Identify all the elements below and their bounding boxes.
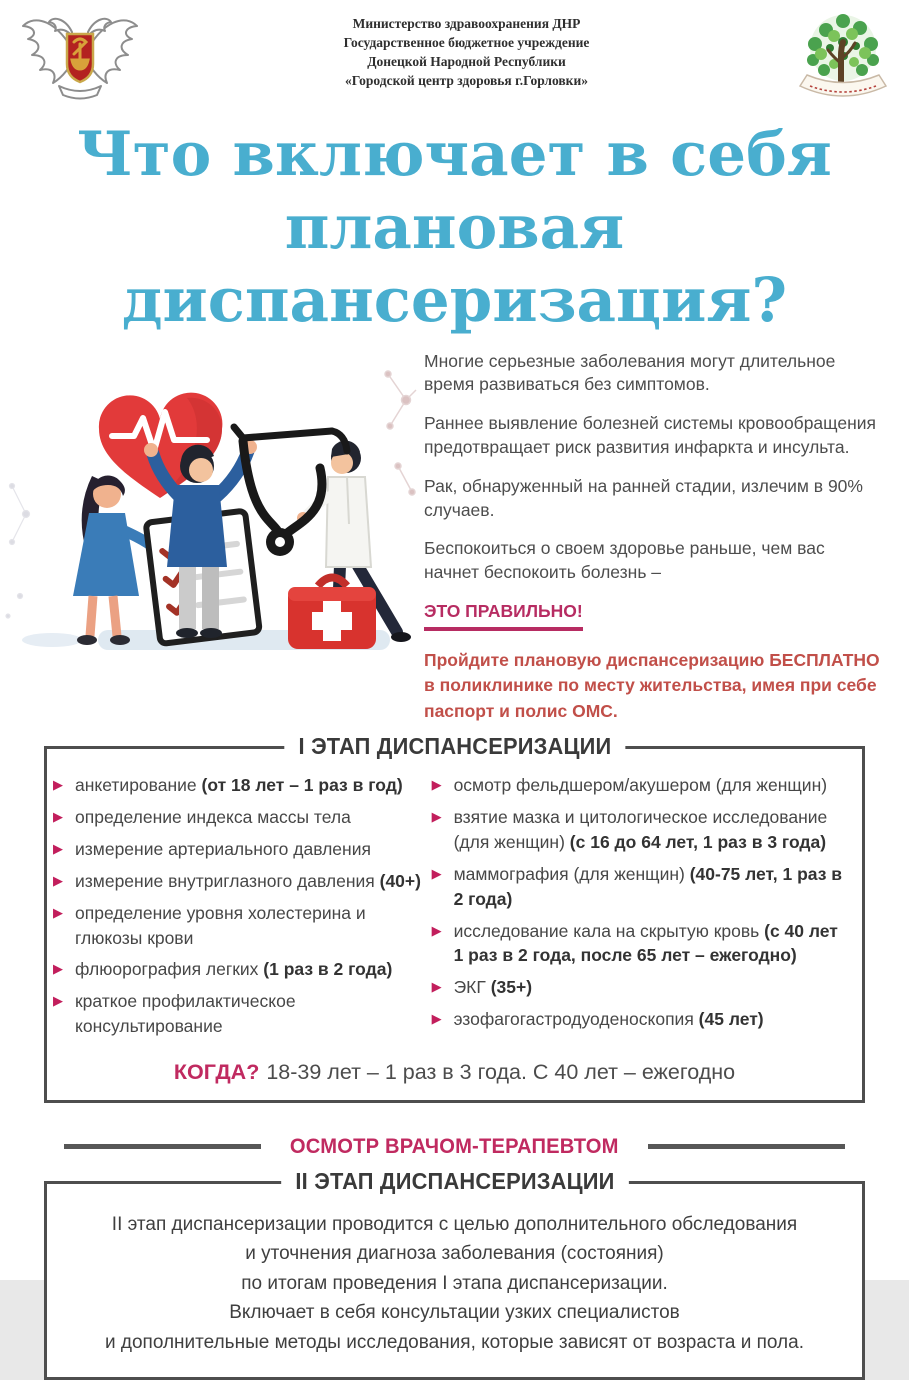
list-item-text: краткое профилактическое консультирование — [75, 991, 296, 1037]
list-item — [53, 837, 432, 862]
title-line: диспансеризация? — [121, 265, 788, 337]
when-text: 18-39 лет – 1 раз в 3 года. С 40 лет – ежегодно — [266, 1059, 736, 1084]
triangle-bullet-icon: ▶ — [53, 904, 63, 920]
health-center-tree-logo-icon — [787, 6, 899, 110]
triangle-bullet-icon: ▶ — [53, 809, 63, 825]
list-item — [432, 975, 850, 1000]
list-item-text: исследование кала на скрытую кровь (с 40 лет 1 раз в 2 года, после 65 лет – ежегодно) — [453, 920, 838, 966]
main-row — [0, 346, 909, 725]
triangle-bullet-icon: ▶ — [431, 1011, 442, 1027]
list-item-text: измерение артериального давления — [75, 839, 371, 860]
title-line: плановая — [284, 192, 625, 264]
list-item-text: определение уровня холестерина и глюкозы крови — [75, 902, 366, 948]
triangle-bullet-icon: ▶ — [53, 993, 63, 1009]
list-item-text: эзофагогастродуоденоскопия (45 лет) — [453, 1009, 764, 1030]
stage2-line: II этап диспансеризации проводится с целью дополнительного обследования — [111, 1213, 798, 1235]
triangle-bullet-icon: ▶ — [53, 961, 63, 977]
first-aid-kit-icon — [288, 577, 376, 649]
intro-paragraph: Раннее выявление болезней системы кровообращения предотвращает риск развития инфаркта и инсульта. — [424, 413, 877, 457]
therapist-banner-text: ОСМОТР ВРАЧОМ-ТЕРАПЕВТОМ — [290, 1134, 619, 1158]
banner-line-left — [64, 1144, 261, 1149]
intro-paragraph: Многие серьезные заболевания могут длительное время развиваться без симптомов. — [424, 350, 836, 395]
org-line: Министерство здравоохранения ДНР — [352, 16, 581, 31]
triangle-bullet-icon: ▶ — [53, 841, 63, 857]
list-item — [53, 957, 432, 982]
list-item — [432, 805, 850, 855]
list-item — [432, 862, 850, 912]
triangle-bullet-icon: ▶ — [431, 809, 442, 825]
stage2-box — [44, 1167, 865, 1380]
header — [0, 0, 909, 110]
page-title — [0, 118, 909, 338]
org-name-block — [344, 14, 590, 91]
list-item — [432, 773, 850, 798]
molecule-decoration-icon — [385, 371, 416, 495]
stage2-heading: II ЭТАП ДИСПАНСЕРИЗАЦИИ — [281, 1168, 629, 1195]
list-item — [53, 989, 432, 1039]
list-item — [53, 869, 432, 894]
when-label: КОГДА? — [173, 1059, 260, 1084]
medical-team-illustration — [0, 346, 420, 678]
stage2-line: и уточнения диагноза заболевания (состояния) — [245, 1243, 664, 1265]
free-screening-note: Пройдите плановую диспансеризацию БЕСПЛАТНО в поликлинике по месту жительства, имея при себе паспорт и полис ОМС. — [424, 649, 880, 721]
title-line: Что включает в себя — [77, 119, 832, 190]
triangle-bullet-icon: ▶ — [431, 777, 442, 793]
stage2-line: по итогам проведения I этапа диспансеризации. — [241, 1272, 668, 1294]
worry-line: Беспокоиться о своем здоровье раньше, чем вас начнет беспокоить болезнь – — [424, 538, 825, 583]
list-item — [432, 919, 850, 969]
list-item-text: определение индекса массы тела — [75, 807, 351, 828]
intro-paragraph: Рак, обнаруженный на ранней стадии, излечим в 90% случаев. — [424, 475, 863, 520]
stage1-columns — [47, 749, 862, 1048]
triangle-bullet-icon: ▶ — [53, 777, 63, 793]
molecule-decoration-icon — [6, 483, 30, 618]
org-line: «Городской центр здоровья г.Горловки» — [344, 73, 588, 89]
list-item-text: маммография (для женщин) (40-75 лет, 1 раз в 2 года) — [453, 863, 843, 909]
therapist-banner — [64, 1135, 845, 1159]
list-item-text: ЭКГ (35+) — [453, 977, 533, 998]
list-item-text: осмотр фельдшером/акушером (для женщин) — [453, 775, 828, 796]
stage2-line: Включает в себя консультации узких специалистов — [229, 1302, 680, 1324]
list-item-text: взятие мазка и цитологическое исследование (для женщин) (с 16 до 64 лет, 1 раз в 3 года) — [453, 807, 828, 853]
list-item-text: измерение внутриглазного давления (40+) — [75, 870, 421, 891]
org-line: Донецкой Народной Республики — [367, 54, 566, 70]
stage1-heading: I ЭТАП ДИСПАНСЕРИЗАЦИИ — [284, 733, 625, 760]
stage1-box — [44, 733, 865, 1103]
stage2-line: и дополнительные методы исследования, которые зависят от возраста и пола. — [104, 1331, 804, 1353]
stage1-right-list — [432, 773, 850, 1046]
triangle-bullet-icon: ▶ — [431, 865, 442, 881]
list-item — [53, 773, 432, 798]
highlight-text: ЭТО ПРАВИЛЬНО! — [424, 600, 583, 631]
stage2-text — [47, 1184, 862, 1377]
list-item-text: флюорография легких (1 раз в 2 года) — [75, 959, 393, 980]
list-item-text: анкетирование (от 18 лет – 1 раз в год) — [75, 775, 403, 796]
when-line — [47, 1060, 862, 1085]
org-line: Государственное бюджетное учреждение — [343, 35, 590, 51]
list-item — [432, 1007, 850, 1032]
triangle-bullet-icon: ▶ — [431, 922, 442, 938]
list-item — [53, 805, 432, 830]
intro-text — [420, 346, 909, 725]
stage1-left-list — [53, 773, 432, 1046]
ground-shadow-small — [22, 633, 82, 647]
banner-line-right — [648, 1144, 845, 1149]
triangle-bullet-icon: ▶ — [431, 979, 442, 995]
triangle-bullet-icon: ▶ — [53, 872, 63, 888]
dnr-coat-of-arms-icon — [14, 6, 146, 106]
list-item — [53, 901, 432, 951]
